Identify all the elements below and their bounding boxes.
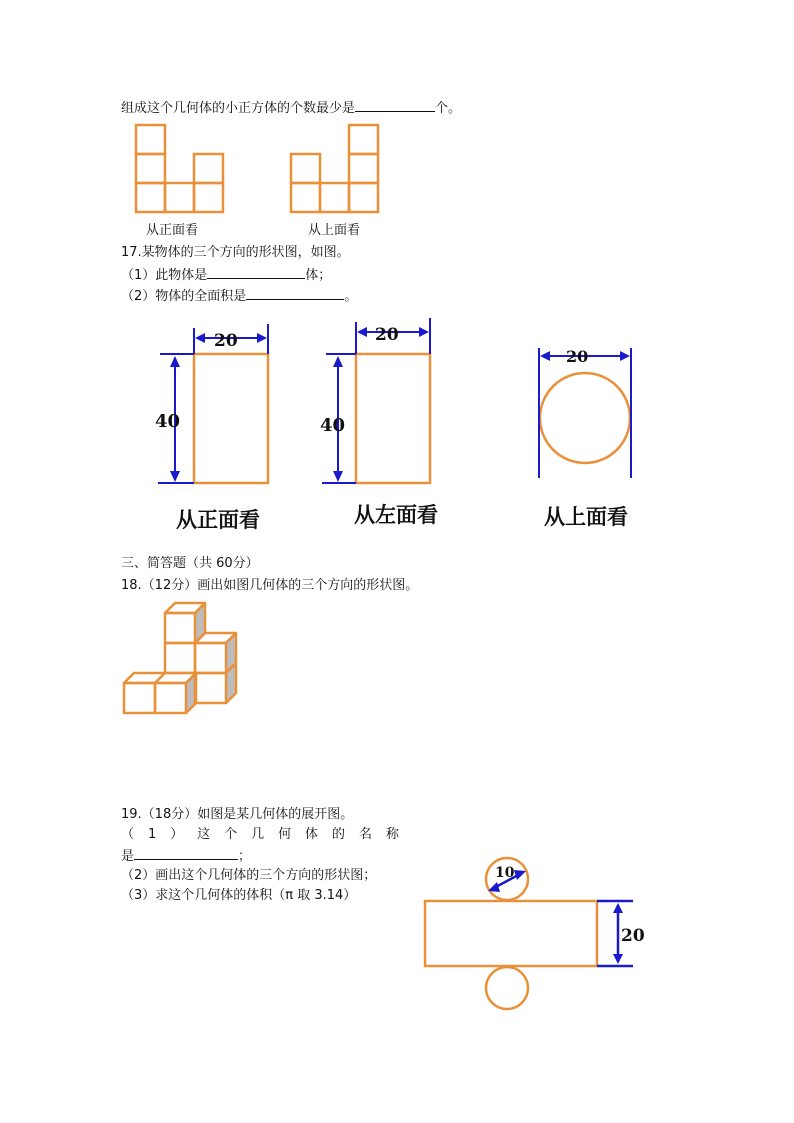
- q19-title: 19.（18分）如图是某几何体的展开图。: [121, 807, 354, 822]
- q19-part1-prefix: 是: [121, 849, 135, 864]
- q17-part2: [121, 287, 357, 305]
- q17-part1-suffix: 体；: [305, 268, 332, 283]
- q19-part1-end: ；: [238, 849, 252, 864]
- q16-unit: 个。: [435, 101, 462, 116]
- q19-part2: （2）画出这个几何体的三个方向的形状图；: [121, 868, 377, 883]
- q17-top-caption: 从上面看: [544, 504, 628, 529]
- q19-part1-char: ）: [170, 827, 184, 842]
- q19-part1-char: 这: [197, 827, 211, 842]
- q17-left-height-label: 40: [320, 415, 346, 436]
- q17-front-caption: 从正面看: [176, 507, 260, 532]
- q17-part1-prefix: （1）此物体是: [121, 268, 208, 283]
- q16-front-label: 从正面看: [146, 223, 199, 238]
- q17-title: 17.某物体的三个方向的形状图，如图。: [121, 245, 350, 260]
- q17-front-width-label: 20: [214, 331, 238, 351]
- q19-part1-char: 的: [332, 827, 346, 842]
- q17-front-view: [158, 324, 268, 483]
- q19-part1-char: 名: [358, 827, 372, 842]
- q19-part1-char: 个: [224, 827, 238, 842]
- q17-part2-prefix: （2）物体的全面积是: [121, 289, 247, 304]
- q17-part1: [121, 266, 331, 284]
- q17-front-height-label: 40: [155, 411, 181, 432]
- q19-net: [425, 858, 633, 1009]
- q19-part1-line1: [121, 827, 399, 843]
- q19-part1-blank[interactable]: [134, 847, 238, 860]
- q19-part1-char: 体: [305, 827, 319, 842]
- q19-part1-char: （: [121, 827, 135, 842]
- q19-part1-char: 何: [278, 827, 292, 842]
- q16-top-label: 从上面看: [308, 223, 361, 238]
- q19-height-label: 20: [621, 926, 645, 946]
- section-heading: 三、简答题（共 60分）: [121, 556, 259, 571]
- q17-top-width-label: 20: [566, 347, 589, 366]
- q18-title: 18.（12分）画出如图几何体的三个方向的形状图。: [121, 578, 419, 593]
- q19-part1-line2: [121, 847, 251, 865]
- q17-top-view: [539, 348, 631, 478]
- q19-radius-label: 10: [495, 865, 515, 881]
- q18-cube-stack: [124, 603, 236, 713]
- q16-text: 组成这个几何体的小正方体的个数最少是: [121, 101, 356, 116]
- q16-top-view: [291, 125, 378, 212]
- q17-part1-blank[interactable]: [207, 266, 305, 279]
- q16-front-view: [136, 125, 223, 212]
- q19-part3: （3）求这个几何体的体积（π 取 3.14）: [121, 888, 357, 903]
- q19-part1-char: 称: [385, 827, 399, 842]
- q17-left-width-label: 20: [375, 325, 399, 345]
- q19-part1-char: 1: [147, 827, 157, 842]
- q19-part1-char: 几: [251, 827, 265, 842]
- q17-part2-blank[interactable]: [246, 287, 344, 300]
- q17-part2-suffix: 。: [344, 289, 358, 304]
- q17-left-caption: 从左面看: [354, 502, 438, 527]
